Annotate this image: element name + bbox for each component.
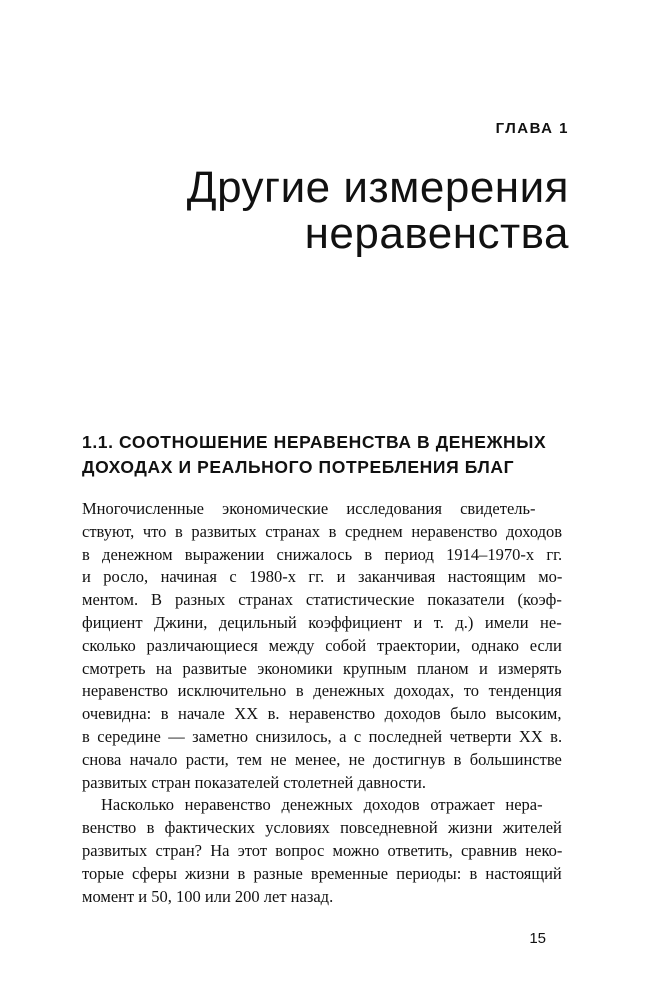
section-heading-line: 1.1. СООТНОШЕНИЕ НЕРАВЕНСТВА В ДЕНЕЖНЫХ: [82, 432, 547, 452]
text-line: очевидна: в начале XX в. неравенство доходов было высоким,: [82, 704, 562, 724]
text-line: Многочисленные экономические исследования свидетель-: [82, 499, 536, 518]
text-line: торые сферы жизни в разные временные периоды: в настоящий: [82, 863, 562, 883]
section-heading: [82, 430, 582, 480]
paragraph-1: [82, 498, 562, 794]
text-line: в середине — заметно снизилось, а с последней четверти XX в.: [82, 726, 563, 746]
text-line: фициент Джини, децильный коэффициент и т. д.) имели не-: [82, 612, 562, 632]
text-line: и росло, начиная с 1980-х гг. и заканчивая настоящим мо-: [82, 567, 563, 587]
text-line: развитых стран показателей столетней давности.: [82, 772, 426, 792]
chapter-label: ГЛАВА 1: [495, 120, 569, 137]
text-line: Насколько неравенство денежных доходов отражает нера-: [101, 795, 543, 815]
chapter-title: [69, 165, 569, 257]
text-line: ментом. В разных странах статистические показатели (коэф-: [82, 590, 562, 610]
body-text: [82, 498, 562, 908]
section-heading-line: ДОХОДАХ И РЕАЛЬНОГО ПОТРЕБЛЕНИЯ БЛАГ: [82, 457, 515, 477]
chapter-title-line: неравенства: [304, 209, 569, 258]
text-line: сколько различающиеся между собой траектории, однако если: [82, 635, 562, 655]
paragraph-2: [82, 794, 562, 908]
text-line: снова начало расти, тем не менее, не достигнув в большинстве: [82, 749, 562, 769]
text-line: в денежном выражении снижалось в период 1914–1970-х гг.: [82, 544, 563, 564]
text-line: развитых стран? На этот вопрос можно ответить, сравнив неко-: [82, 840, 563, 860]
chapter-title-line: Другие измерения: [186, 163, 569, 212]
page-number: 15: [529, 930, 546, 947]
text-line: момент и 50, 100 или 200 лет назад.: [82, 886, 334, 906]
text-line: смотреть на развитые экономики крупным планом и измерять: [82, 658, 562, 678]
text-line: неравенство исключительно в денежных доходах, то тенденция: [82, 681, 562, 701]
text-line: венство в фактических условиях повседневной жизни жителей: [82, 818, 562, 838]
text-line: ствуют, что в развитых странах в среднем неравенство доходов: [82, 521, 563, 541]
